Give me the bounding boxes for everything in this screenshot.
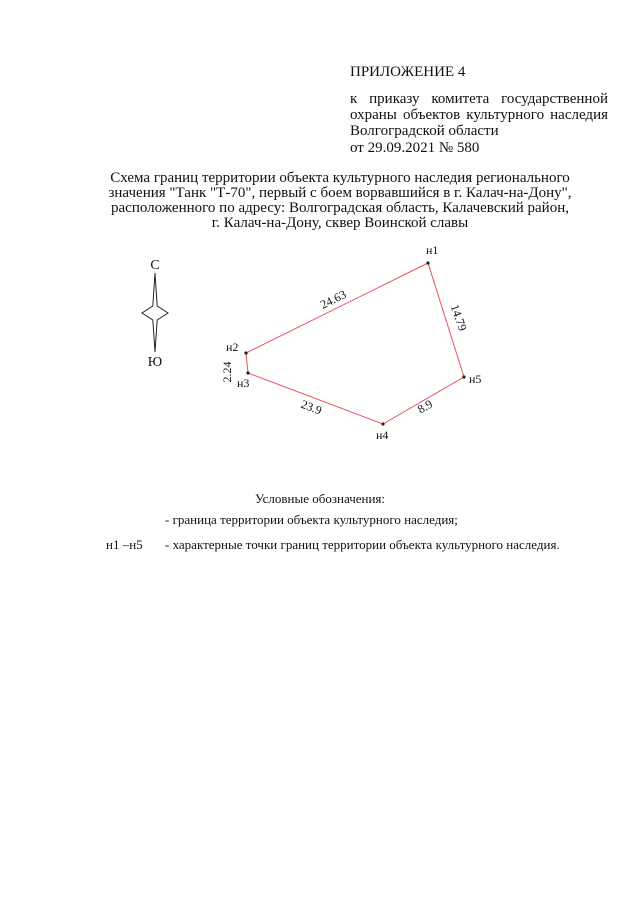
- order-line: к приказу комитета государственной: [350, 91, 608, 107]
- point-marker: [426, 261, 429, 264]
- appendix-title: ПРИЛОЖЕНИЕ 4: [350, 64, 466, 80]
- legend-points-text: - характерные точки границ территории объекта культурного наследия.: [165, 537, 560, 552]
- legend-points-label: н1 –н5: [106, 537, 143, 552]
- segment-length-n5-n4: 8.9: [414, 396, 435, 417]
- legend-heading: Условные обозначения:: [254, 491, 386, 506]
- compass-north-label: С: [150, 258, 160, 273]
- scheme-title-line: расположенного по адресу: Волгоградская область, Калачевский район,: [111, 200, 569, 216]
- appendix-order-reference: [350, 91, 608, 139]
- scheme-title: [60, 171, 620, 231]
- north-arrow-icon: [142, 273, 168, 352]
- segment-length-n1-n2: 24.63: [318, 287, 349, 312]
- boundary-points: [244, 261, 465, 425]
- segment-length-n2-n3: 2.24: [220, 361, 234, 383]
- compass: [142, 258, 168, 370]
- segment-length-n4-n3: 23.9: [299, 396, 324, 418]
- order-line: охраны объектов культурного наследия: [350, 107, 608, 123]
- point-label-n1: н1: [426, 243, 439, 257]
- scheme-title-line: г. Калач-на-Дону, сквер Воинской славы: [211, 215, 469, 231]
- point-marker: [381, 422, 384, 425]
- point-label-n2: н2: [226, 340, 239, 354]
- compass-south-label: Ю: [147, 355, 163, 370]
- point-marker: [246, 371, 249, 374]
- point-marker: [462, 375, 465, 378]
- boundary-swatch-icon: [110, 512, 140, 527]
- point-label-n5: н5: [469, 372, 482, 386]
- point-label-n4: н4: [376, 428, 389, 442]
- scheme-title-line: значения "Танк "Т-70", первый с боем ворвавшийся в г. Калач-на-Дону",: [108, 185, 572, 201]
- scheme-title-line: Схема границ территории объекта культурного наследия регионального: [110, 170, 570, 186]
- territory-plan: [0, 230, 640, 460]
- point-label-n3: н3: [237, 376, 250, 390]
- point-marker: [244, 351, 247, 354]
- order-date: от 29.09.2021 № 580: [350, 140, 480, 156]
- order-line: Волгоградской области: [350, 123, 499, 139]
- legend-boundary-text: - граница территории объекта культурного наследия;: [165, 512, 458, 527]
- segment-length-n1-n5: 14.79: [447, 302, 470, 333]
- territory-boundary: [246, 263, 464, 424]
